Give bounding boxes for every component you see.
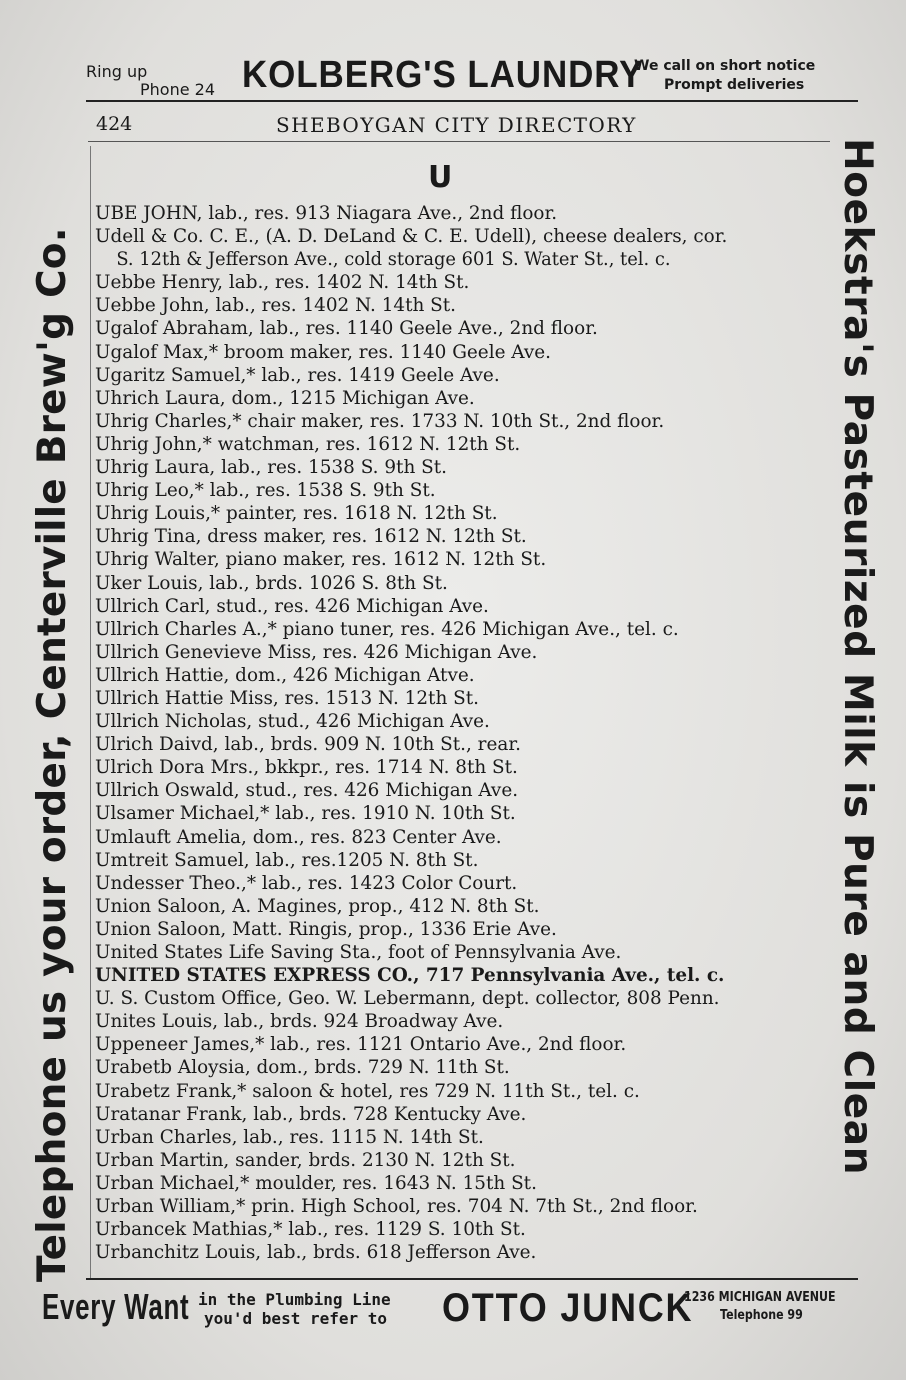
- directory-entry: Ullrich Nicholas, stud., 426 Michigan Ave.: [95, 711, 490, 733]
- directory-entry: Uhrig Leo,* lab., res. 1538 S. 9th St.: [95, 480, 436, 502]
- directory-entry: Ullrich Oswald, stud., res. 426 Michigan Ave.: [95, 780, 519, 802]
- directory-entry: Udell & Co. C. E., (A. D. DeLand & C. E. Udell), cheese dealers, cor.: [95, 226, 728, 248]
- directory-entry: U. S. Custom Office, Geo. W. Lebermann, dept. collector, 808 Penn.: [95, 988, 720, 1010]
- hoekstra-milk-side-ad: Hoekstra's Pasteurized Milk is Pure and Clean: [835, 138, 880, 1176]
- ad-ring-up: Ring up: [86, 62, 148, 81]
- ad-prompt-deliveries: Prompt deliveries: [664, 77, 805, 93]
- directory-entry: Unites Louis, lab., brds. 924 Broadway Ave.: [95, 1011, 504, 1033]
- directory-entry: Urban Charles, lab., res. 1115 N. 14th St.: [95, 1126, 484, 1148]
- directory-entry: Union Saloon, Matt. Ringis, prop., 1336 Erie Ave.: [95, 918, 557, 940]
- otto-junck-ad: [40, 1284, 866, 1340]
- directory-entry: Uhrig Tina, dress maker, res. 1612 N. 12th St.: [95, 526, 527, 548]
- ad-address: 1236 MICHIGAN AVENUE: [684, 1290, 836, 1305]
- directory-entry: Uebbe John, lab., res. 1402 N. 14th St.: [95, 295, 457, 317]
- directory-entry: Ullrich Carl, stud., res. 426 Michigan Ave.: [95, 595, 489, 617]
- directory-entry: Ulrich Dora Mrs., bkkpr., res. 1714 N. 8th St.: [95, 757, 518, 779]
- directory-entry: Uhrig Charles,* chair maker, res. 1733 N. 10th St., 2nd floor.: [95, 410, 665, 432]
- directory-entry: Uhrig John,* watchman, res. 1612 N. 12th St.: [95, 433, 521, 455]
- ad-laundry-title: KOLBERG'S LAUNDRY: [242, 54, 644, 96]
- directory-entry: Urabetb Aloysia, dom., brds. 729 N. 11th St.: [95, 1057, 510, 1079]
- directory-entry: UBE JOHN, lab., res. 913 Niagara Ave., 2nd floor.: [95, 203, 558, 224]
- directory-entry-continuation: S. 12th & Jefferson Ave., cold storage 601 S. Water St., tel. c.: [116, 249, 671, 271]
- directory-entry: Urban Michael,* moulder, res. 1643 N. 15th St.: [95, 1172, 537, 1194]
- directory-entry: Ullrich Hattie Miss, res. 1513 N. 12th St.: [95, 687, 479, 709]
- directory-entry: UNITED STATES EXPRESS CO., 717 Pennsylvania Ave., tel. c.: [95, 965, 725, 987]
- directory-entry: Undesser Theo.,* lab., res. 1423 Color Court.: [95, 872, 518, 894]
- directory-entry: Urbanchitz Louis, lab., brds. 618 Jefferson Ave.: [95, 1242, 537, 1264]
- directory-entry: Uhrig Walter, piano maker, res. 1612 N. 12th St.: [95, 549, 547, 571]
- header-divider: [88, 141, 830, 142]
- directory-entry: Umtreit Samuel, lab., res.1205 N. 8th St.: [95, 849, 479, 871]
- directory-entry: Urbancek Mathias,* lab., res. 1129 S. 10th St.: [95, 1219, 526, 1241]
- directory-entry: Ugalof Abraham, lab., res. 1140 Geele Ave., 2nd floor.: [95, 318, 598, 340]
- directory-listing: [95, 202, 833, 1264]
- directory-entry: Ullrich Charles A.,* piano tuner, res. 426 Michigan Ave., tel. c.: [95, 618, 679, 640]
- directory-entry: Ugalof Max,* broom maker, res. 1140 Geele Ave.: [95, 341, 551, 363]
- directory-entry: Uppeneer James,* lab., res. 1121 Ontario Ave., 2nd floor.: [95, 1034, 627, 1056]
- directory-entry: Urabetz Frank,* saloon & hotel, res 729 N. 11th St., tel. c.: [95, 1080, 640, 1102]
- running-head: SHEBOYGAN CITY DIRECTORY: [276, 113, 637, 137]
- ad-refer-to: you'd best refer to: [204, 1309, 388, 1328]
- ad-plumbing-line: in the Plumbing Line: [198, 1290, 391, 1309]
- directory-entry: Uker Louis, lab., brds. 1026 S. 8th St.: [95, 572, 448, 594]
- directory-entry: Ulrich Daivd, lab., brds. 909 N. 10th St., rear.: [95, 734, 521, 756]
- ad-call-notice: We call on short notice: [634, 58, 816, 74]
- column-rule: [90, 146, 91, 1278]
- centerville-brewing-side-ad: Telephone us your order, Centerville Brew'g Co.: [30, 227, 75, 1282]
- top-ad-divider: [86, 100, 858, 102]
- directory-entry: Uratanar Frank, lab., brds. 728 Kentucky Ave.: [95, 1103, 527, 1125]
- directory-entry: Urban Martin, sander, brds. 2130 N. 12th St.: [95, 1149, 516, 1171]
- directory-entry: Ullrich Hattie, dom., 426 Michigan Atve.: [95, 664, 475, 686]
- directory-entry: Uhrig Laura, lab., res. 1538 S. 9th St.: [95, 457, 447, 479]
- directory-entry: Union Saloon, A. Magines, prop., 412 N. 8th St.: [95, 895, 540, 917]
- directory-entry: United States Life Saving Sta., foot of Pennsylvania Ave.: [95, 942, 622, 963]
- page-number: 424: [96, 113, 133, 135]
- ad-phone: Phone 24: [140, 80, 216, 99]
- directory-entry: Ugaritz Samuel,* lab., res. 1419 Geele Ave.: [95, 364, 500, 386]
- ad-every-want: Every Want: [42, 1286, 190, 1327]
- directory-entry: Uebbe Henry, lab., res. 1402 N. 14th St.: [95, 272, 470, 294]
- directory-entry: Urban William,* prin. High School, res. 704 N. 7th St., 2nd floor.: [95, 1196, 698, 1218]
- section-letter: U: [428, 160, 453, 195]
- bottom-ad-divider: [86, 1278, 858, 1280]
- directory-entry: Uhrig Louis,* painter, res. 1618 N. 12th St.: [95, 503, 498, 525]
- directory-entry: Umlauft Amelia, dom., res. 823 Center Ave.: [95, 826, 502, 848]
- directory-entry: Ulsamer Michael,* lab., res. 1910 N. 10th St.: [95, 803, 516, 825]
- ad-telephone: Telephone 99: [720, 1308, 803, 1323]
- directory-entry: Ullrich Genevieve Miss, res. 426 Michigan Ave.: [95, 641, 538, 663]
- kolberg-laundry-ad: [82, 52, 852, 98]
- directory-entry: Uhrich Laura, dom., 1215 Michigan Ave.: [95, 387, 475, 409]
- ad-otto-junck: OTTO JUNCK: [442, 1286, 694, 1330]
